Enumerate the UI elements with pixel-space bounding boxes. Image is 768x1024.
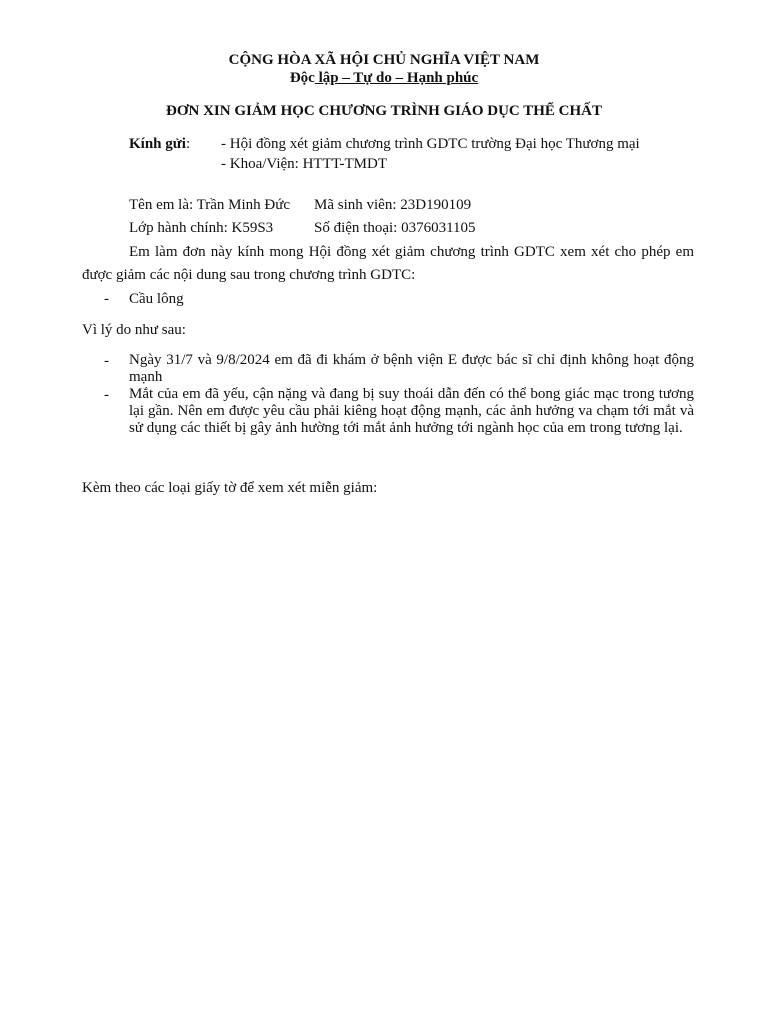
- reason-text: Ngày 31/7 và 9/8/2024 em đã đi khám ở bệnh viện E được bác sĩ chỉ định không hoạt động mạnh: [129, 352, 694, 385]
- student-class: Lớp hành chính: K59S3: [129, 220, 274, 236]
- form-title: ĐƠN XIN GIẢM HỌC CHƯƠNG TRÌNH GIÁO DỤC THỂ CHẤT: [165, 103, 602, 119]
- bullet-dash: -: [104, 387, 109, 403]
- student-name: Tên em là: Trần Minh Đức: [129, 197, 291, 213]
- student-id: Mã sinh viên: 23D190109: [314, 197, 472, 213]
- recipient-faculty: - Khoa/Viện: HTTT-TMDT: [221, 156, 388, 172]
- list-item: [82, 290, 694, 308]
- attachments-line: Kèm theo các loại giấy tờ để xem xét miễn giảm:: [82, 480, 378, 496]
- motto-prefix: Độc: [289, 70, 315, 86]
- recipient-label: Kính gửi:: [129, 136, 191, 152]
- reason-label: Vì lý do như sau:: [82, 322, 186, 338]
- student-phone: Số điện thoại: 0376031105: [314, 220, 476, 236]
- nation-heading: CỘNG HÒA XÃ HỘI CHỦ NGHĨA VIỆT NAM: [228, 52, 540, 68]
- reason-text: Mắt của em đã yếu, cận nặng và đang bị suy thoái dẫn đến có thể bong giác mạc trong tương lại gần. Nên em được yêu cầu phải kiêng hoạt động mạnh, các ảnh hưởng va chạm tới mắt và sử dụng các thiết bị gây ảnh hường tới mắt ảnh hưởng tới ngành học của em trong tương lại.: [129, 386, 694, 436]
- subject-text: Cầu lông: [129, 291, 184, 307]
- list-item: [82, 386, 694, 437]
- list-item: [82, 352, 694, 386]
- bullet-dash: -: [104, 353, 109, 369]
- motto-underlined: lập – Tự do – Hạnh phúc: [314, 70, 479, 86]
- recipient-council: - Hội đồng xét giảm chương trình GDTC trường Đại học Thương mại: [221, 136, 640, 152]
- bullet-dash: -: [104, 291, 109, 307]
- request-paragraph: Em làm đơn này kính mong Hội đồng xét giảm chương trình GDTC xem xét cho phép em được giảm các nội dung sau trong chương trình GDTC:: [82, 244, 694, 283]
- motto-heading: [0, 69, 768, 87]
